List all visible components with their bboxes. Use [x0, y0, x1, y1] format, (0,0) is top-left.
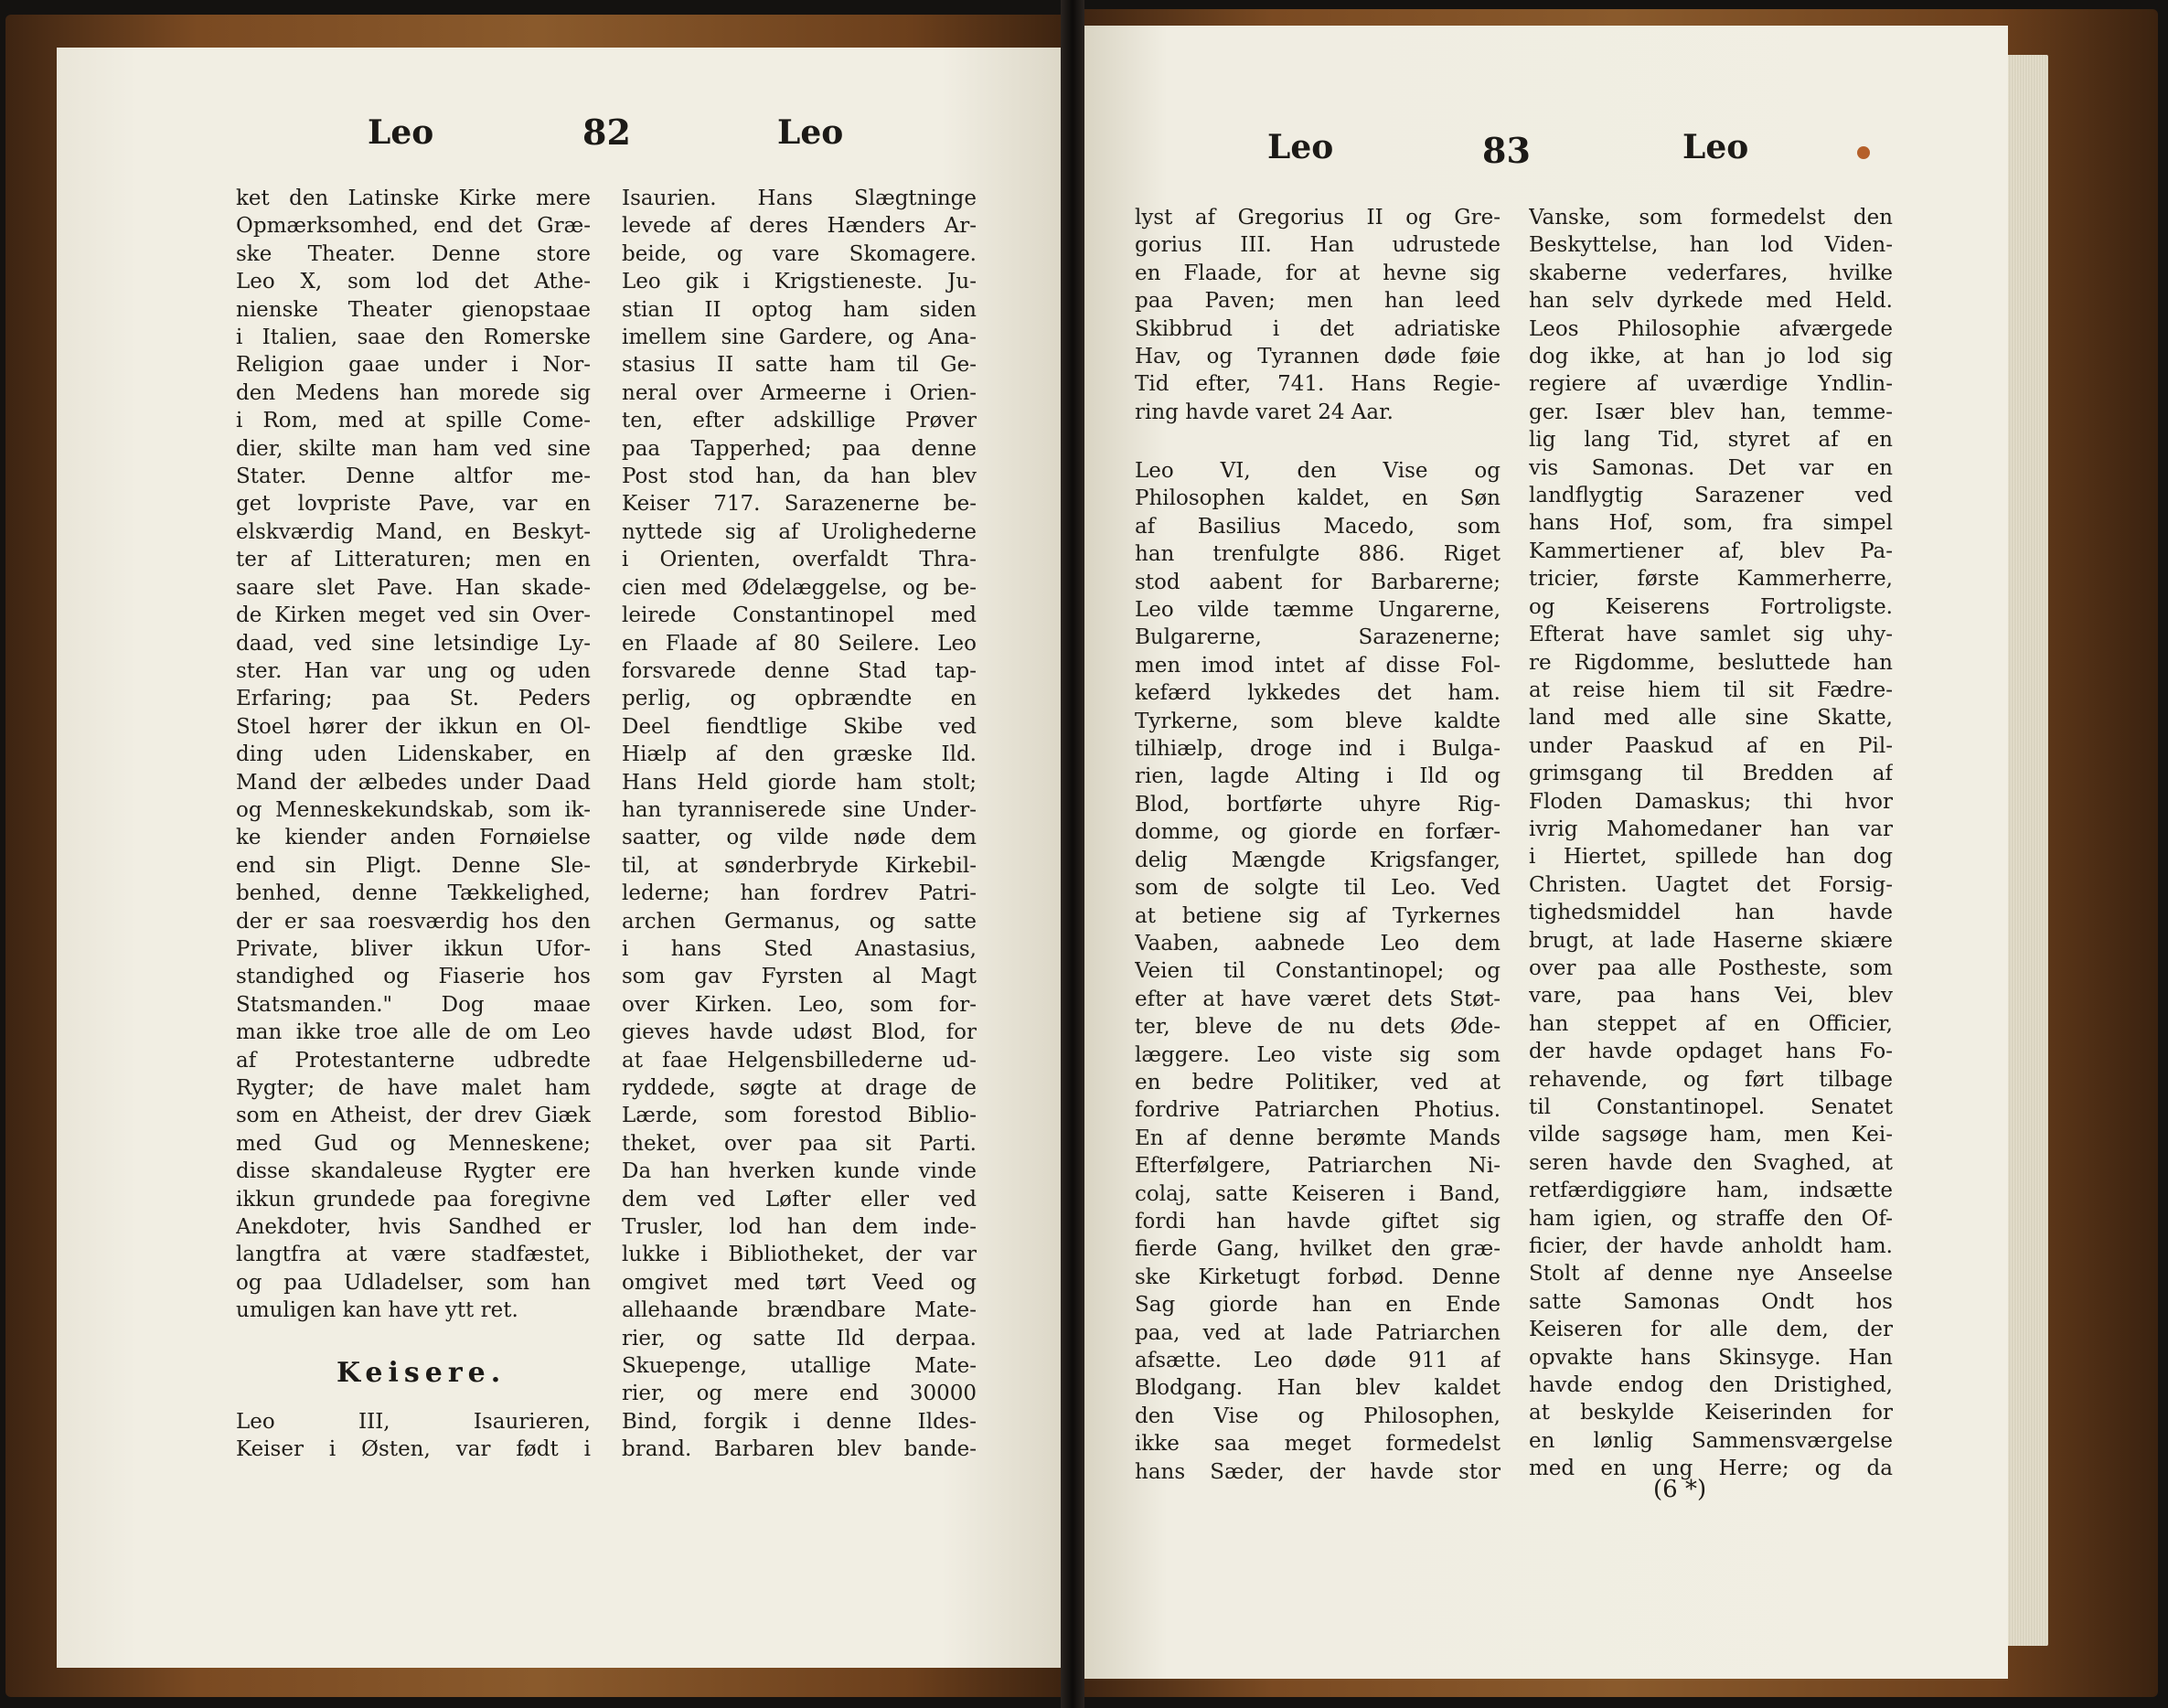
- text-line: Lærde, som forestod Biblio-: [622, 1104, 977, 1128]
- text-line: opvakte hans Skinsyge. Han: [1529, 1345, 1893, 1370]
- text-line: Floden Damaskus; thi hvor: [1529, 789, 1893, 814]
- text-line: land med alle sine Skatte,: [1529, 706, 1893, 731]
- text-line: som de solgte til Leo. Ved: [1135, 876, 1501, 901]
- text-line: forsvarede denne Stad tap-: [622, 658, 977, 683]
- text-line: brugt, at lade Haserne skiære: [1529, 928, 1893, 953]
- right-page-column-2: [1529, 204, 1893, 1483]
- text-line: gieves havde udøst Blod, for: [622, 1020, 977, 1045]
- text-line: Keiser 717. Sarazenerne be-: [622, 492, 977, 517]
- text-line: ke kiender anden Fornøielse: [236, 826, 591, 850]
- text-line: Leo gik i Krigstieneste. Ju-: [622, 270, 977, 294]
- text-line: ske Kirketugt forbød. Denne: [1135, 1265, 1501, 1289]
- text-line: dog ikke, at han jo lod sig: [1529, 345, 1893, 369]
- right-page-header-right: Leo: [1682, 128, 1749, 166]
- text-line: grimsgang til Bredden af: [1529, 762, 1893, 786]
- text-line: Philosophen kaldet, en Søn: [1135, 486, 1501, 511]
- text-line: dier, skilte man ham ved sine: [236, 436, 591, 461]
- text-line: standighed og Fiaserie hos: [236, 965, 591, 989]
- text-line: paa Paven; men han leed: [1135, 289, 1501, 314]
- text-line: Stater. Denne altfor me-: [236, 464, 591, 489]
- text-line: gorius III. Han udrustede: [1135, 233, 1501, 258]
- text-line: havde endog den Dristighed,: [1529, 1373, 1893, 1398]
- text-line: Hiælp af den græske Ild.: [622, 742, 977, 767]
- text-line: get lovpriste Pave, var en: [236, 492, 591, 517]
- text-line: tricier, første Kammerherre,: [1529, 567, 1893, 592]
- text-line: Stolt af denne nye Anseelse: [1529, 1262, 1893, 1286]
- section-title-keisere: Keisere.: [336, 1357, 507, 1389]
- text-line: umuligen kan have ytt ret.: [236, 1298, 518, 1323]
- text-line: at faae Helgensbillederne ud-: [622, 1048, 977, 1073]
- text-line: over paa alle Postheste, som: [1529, 955, 1893, 980]
- text-line: og Menneskekundskab, som ik-: [236, 797, 591, 822]
- text-line: Vanske, som formedelst den: [1529, 206, 1893, 230]
- text-line: Sag giorde han en Ende: [1135, 1293, 1501, 1318]
- text-line: skaberne vederfares, hvilke: [1529, 261, 1893, 285]
- text-line: lig lang Tid, styret af en: [1529, 428, 1893, 453]
- text-line: colaj, satte Keiseren i Band,: [1135, 1181, 1501, 1206]
- text-line: under Paaskud af en Pil-: [1529, 733, 1893, 758]
- text-line: stasius II satte ham til Ge-: [622, 353, 977, 378]
- text-line: imellem sine Gardere, og Ana-: [622, 326, 977, 350]
- text-line: Hans Held giorde ham stolt;: [622, 770, 977, 795]
- text-line: daad, ved sine letsindige Ly-: [236, 631, 591, 656]
- text-line: efter at have været dets Støt-: [1135, 987, 1501, 1011]
- text-line: Opmærksomhed, end det Græ-: [236, 214, 591, 239]
- text-line: leirede Constantinopel med: [622, 603, 977, 628]
- text-line: Religion gaae under i Nor-: [236, 353, 591, 378]
- text-line: Keiser i Østen, var født i: [236, 1437, 591, 1462]
- text-line: Veien til Constantinopel; og: [1135, 959, 1501, 984]
- text-line: saare slet Pave. Han skade-: [236, 575, 591, 600]
- text-line: nyttede sig af Urolighederne: [622, 519, 977, 544]
- text-line: en bedre Politiker, ved at: [1135, 1070, 1501, 1094]
- text-line: Beskyttelse, han lod Viden-: [1529, 233, 1893, 258]
- text-line: med Gud og Menneskene;: [236, 1131, 591, 1156]
- text-line: Skibbrud i det adriatiske: [1135, 316, 1501, 341]
- text-line: fordrive Patriarchen Photius.: [1135, 1098, 1501, 1123]
- text-line: ikke saa meget formedelst: [1135, 1432, 1501, 1457]
- text-line: en Flaade, for at hevne sig: [1135, 261, 1501, 285]
- text-line: nienske Theater gienopstaae: [236, 297, 591, 322]
- text-line: ham igien, og straffe den Of-: [1529, 1206, 1893, 1231]
- text-line: brand. Barbaren blev bande-: [622, 1437, 977, 1462]
- text-line: Blod, bortførte uhyre Rig-: [1135, 792, 1501, 817]
- text-line: med en ung Herre; og da: [1529, 1457, 1893, 1481]
- text-line: til, at sønderbryde Kirkebil-: [622, 853, 977, 878]
- text-line: som en Atheist, der drev Giæk: [236, 1104, 591, 1128]
- text-line: tilhiælp, droge ind i Bulga-: [1135, 737, 1501, 762]
- text-line: i Orienten, overfaldt Thra-: [622, 548, 977, 572]
- text-line: Christen. Uagtet det Forsig-: [1529, 872, 1893, 897]
- text-line: ter, bleve de nu dets Øde-: [1135, 1015, 1501, 1040]
- text-line: Anekdoter, hvis Sandhed er: [236, 1215, 591, 1240]
- text-line: langtfra at være stadfæstet,: [236, 1243, 591, 1267]
- text-line: der havde opdaget hans Fo-: [1529, 1040, 1893, 1064]
- right-page-column-1-continued: [1135, 457, 1501, 1486]
- text-line: ring havde varet 24 Aar.: [1135, 400, 1394, 424]
- text-line: perlig, og opbrændte en: [622, 687, 977, 711]
- left-page-column-2: [622, 185, 977, 1464]
- text-line: vare, paa hans Vei, blev: [1529, 984, 1893, 1009]
- text-line: theket, over paa sit Parti.: [622, 1131, 977, 1156]
- text-line: archen Germanus, og satte: [622, 909, 977, 934]
- text-line: ster. Han var ung og uden: [236, 658, 591, 683]
- text-line: Rygter; de have malet ham: [236, 1076, 591, 1100]
- text-line: vilde sagsøge ham, men Kei-: [1529, 1123, 1893, 1148]
- text-line: Bulgarerne, Sarazenerne;: [1135, 625, 1501, 650]
- text-line: ten, efter adskillige Prøver: [622, 409, 977, 433]
- text-line: Mand der ælbedes under Daad: [236, 770, 591, 795]
- text-line: fordi han havde giftet sig: [1135, 1209, 1501, 1233]
- left-page-column-1: [236, 185, 591, 1325]
- left-page-header-right: Leo: [777, 113, 844, 152]
- text-line: levede af deres Hænders Ar-: [622, 214, 977, 239]
- text-line: Leo VI, den Vise og: [1135, 459, 1501, 483]
- text-line: saatter, og vilde nøde dem: [622, 826, 977, 850]
- text-line: re Rigdomme, besluttede han: [1529, 650, 1893, 675]
- text-line: retfærdiggiøre ham, indsætte: [1529, 1179, 1893, 1203]
- text-line: ger. Især blev han, temme-: [1529, 400, 1893, 424]
- text-line: en Flaade af 80 Seilere. Leo: [622, 631, 977, 656]
- text-line: paa, ved at lade Patriarchen: [1135, 1320, 1501, 1345]
- text-line: men imod intet af disse Fol-: [1135, 653, 1501, 678]
- text-line: til Constantinopel. Senatet: [1529, 1095, 1893, 1119]
- text-line: elskværdig Mand, en Beskyt-: [236, 519, 591, 544]
- text-line: omgivet med tørt Veed og: [622, 1270, 977, 1295]
- text-line: Bind, forgik i denne Ildes-: [622, 1409, 977, 1434]
- left-page-column-1-continued: [236, 1408, 591, 1464]
- text-line: og paa Udladelser, som han: [236, 1270, 591, 1295]
- text-line: beide, og vare Skomagere.: [622, 241, 977, 266]
- ink-spot: [1857, 146, 1870, 159]
- text-line: han tyranniserede sine Under-: [622, 797, 977, 822]
- page-fore-edge: [2004, 55, 2048, 1646]
- text-line: paa Tapperhed; paa denne: [622, 436, 977, 461]
- text-line: Skuepenge, utallige Mate-: [622, 1354, 977, 1379]
- text-line: ryddede, søgte at drage de: [622, 1076, 977, 1100]
- text-line: han selv dyrkede med Held.: [1529, 289, 1893, 314]
- text-line: ikkun grundede paa foregivne: [236, 1187, 591, 1212]
- text-line: landflygtig Sarazener ved: [1529, 484, 1893, 508]
- text-line: af Protestanterne udbredte: [236, 1048, 591, 1073]
- right-page-column-1: [1135, 204, 1501, 426]
- text-line: Isaurien. Hans Slægtninge: [622, 187, 977, 210]
- text-line: cien med Ødelæggelse, og be-: [622, 575, 977, 600]
- text-line: Stoel hører der ikkun en Ol-: [236, 714, 591, 739]
- left-page-number: 82: [582, 112, 631, 153]
- text-line: de Kirken meget ved sin Over-: [236, 603, 591, 628]
- text-line: i hans Sted Anastasius,: [622, 936, 977, 961]
- text-line: ficier, der havde anholdt ham.: [1529, 1234, 1893, 1259]
- left-page-header-left: Leo: [368, 113, 434, 152]
- text-line: En af denne berømte Mands: [1135, 1126, 1501, 1150]
- text-line: Leo III, Isaurieren,: [236, 1410, 591, 1434]
- left-page: [57, 48, 1063, 1668]
- text-line: disse skandaleuse Rygter ere: [236, 1159, 591, 1184]
- text-line: ding uden Lidenskaber, en: [236, 742, 591, 767]
- text-line: Vaaben, aabnede Leo dem: [1135, 931, 1501, 955]
- text-line: over Kirken. Leo, som for-: [622, 992, 977, 1017]
- text-line: den Vise og Philosophen,: [1135, 1404, 1501, 1428]
- text-line: der er saa roesværdig hos den: [236, 909, 591, 934]
- text-line: den Medens han morede sig: [236, 380, 591, 405]
- text-line: regiere af uværdige Yndlin-: [1529, 372, 1893, 397]
- text-line: ske Theater. Denne store: [236, 241, 591, 266]
- text-line: Post stod han, da han blev: [622, 464, 977, 489]
- text-line: i Rom, med at spille Come-: [236, 409, 591, 433]
- text-line: dem ved Løfter eller ved: [622, 1187, 977, 1212]
- text-line: i Hiertet, spillede han dog: [1529, 845, 1893, 870]
- text-line: Efterat have samlet sig uhy-: [1529, 623, 1893, 647]
- text-line: end sin Pligt. Denne Sle-: [236, 853, 591, 878]
- text-line: at reise hiem til sit Fædre-: [1529, 678, 1893, 702]
- text-line: Kammertiener af, blev Pa-: [1529, 539, 1893, 563]
- text-line: lyst af Gregorius II og Gre-: [1135, 206, 1501, 230]
- text-line: at betiene sig af Tyrkernes: [1135, 903, 1501, 928]
- text-line: rier, og mere end 30000: [622, 1382, 977, 1406]
- text-line: ket den Latinske Kirke mere: [236, 187, 591, 210]
- text-line: og Keiserens Fortroligste.: [1529, 594, 1893, 619]
- text-line: han steppet af en Officier,: [1529, 1011, 1893, 1036]
- text-line: Tid efter, 741. Hans Regie-: [1135, 372, 1501, 397]
- text-line: lukke i Bibliotheket, der var: [622, 1243, 977, 1267]
- text-line: hans Sæder, der havde stor: [1135, 1459, 1501, 1484]
- text-line: som gav Fyrsten al Magt: [622, 965, 977, 989]
- text-line: allehaande brændbare Mate-: [622, 1298, 977, 1323]
- text-line: satte Samonas Ondt hos: [1529, 1289, 1893, 1314]
- text-line: stod aabent for Barbarerne;: [1135, 570, 1501, 594]
- text-line: læggere. Leo viste sig som: [1135, 1042, 1501, 1067]
- text-line: Blodgang. Han blev kaldet: [1135, 1376, 1501, 1401]
- text-line: en lønlig Sammensværgelse: [1529, 1428, 1893, 1453]
- text-line: fierde Gang, hvilket den græ-: [1135, 1237, 1501, 1262]
- text-line: af Basilius Macedo, som: [1135, 514, 1501, 539]
- text-line: Leos Philosophie afværgede: [1529, 316, 1893, 341]
- text-line: han trenfulgte 886. Riget: [1135, 542, 1501, 567]
- text-line: kefærd lykkedes det ham.: [1135, 681, 1501, 706]
- text-line: Keiseren for alle dem, der: [1529, 1318, 1893, 1342]
- text-line: rehavende, og ført tilbage: [1529, 1067, 1893, 1092]
- text-line: Leo X, som lod det Athe-: [236, 270, 591, 294]
- text-line: Trusler, lod han dem inde-: [622, 1215, 977, 1240]
- text-line: vis Samonas. Det var en: [1529, 455, 1893, 480]
- text-line: Leo vilde tæmme Ungarerne,: [1135, 598, 1501, 623]
- text-line: Deel fiendtlige Skibe ved: [622, 714, 977, 739]
- signature-mark: (6 *): [1653, 1476, 1707, 1503]
- text-line: Tyrkerne, som bleve kaldte: [1135, 709, 1501, 733]
- text-line: Statsmanden." Dog maae: [236, 992, 591, 1017]
- right-page: [1084, 26, 2008, 1679]
- text-line: at beskylde Keiserinden for: [1529, 1401, 1893, 1425]
- text-line: stian II optog ham siden: [622, 297, 977, 322]
- text-line: Hav, og Tyrannen døde føie: [1135, 345, 1501, 369]
- right-page-number: 83: [1482, 130, 1531, 171]
- text-line: benhed, denne Tækkelighed,: [236, 881, 591, 906]
- text-line: Da han hverken kunde vinde: [622, 1159, 977, 1184]
- text-line: delig Mængde Krigsfanger,: [1135, 848, 1501, 872]
- text-line: Erfaring; paa St. Peders: [236, 687, 591, 711]
- text-line: ter af Litteraturen; men en: [236, 548, 591, 572]
- text-line: ivrig Mahomedaner han var: [1529, 817, 1893, 841]
- text-line: hans Hof, som, fra simpel: [1529, 511, 1893, 536]
- right-page-header-left: Leo: [1267, 128, 1334, 166]
- text-line: afsætte. Leo døde 911 af: [1135, 1349, 1501, 1372]
- text-line: neral over Armeerne i Orien-: [622, 380, 977, 405]
- text-line: rier, og satte Ild derpaa.: [622, 1326, 977, 1350]
- text-line: seren havde den Svaghed, at: [1529, 1150, 1893, 1175]
- text-line: lederne; han fordrev Patri-: [622, 881, 977, 906]
- book-gutter: [1061, 0, 1084, 1708]
- text-line: rien, lagde Alting i Ild og: [1135, 764, 1501, 789]
- text-line: domme, og giorde en forfær-: [1135, 820, 1501, 845]
- text-line: man ikke troe alle de om Leo: [236, 1020, 591, 1045]
- text-line: i Italien, saae den Romerske: [236, 326, 591, 350]
- text-line: Efterfølgere, Patriarchen Ni-: [1135, 1154, 1501, 1179]
- text-line: Private, bliver ikkun Ufor-: [236, 936, 591, 961]
- text-line: tighedsmiddel han havde: [1529, 901, 1893, 925]
